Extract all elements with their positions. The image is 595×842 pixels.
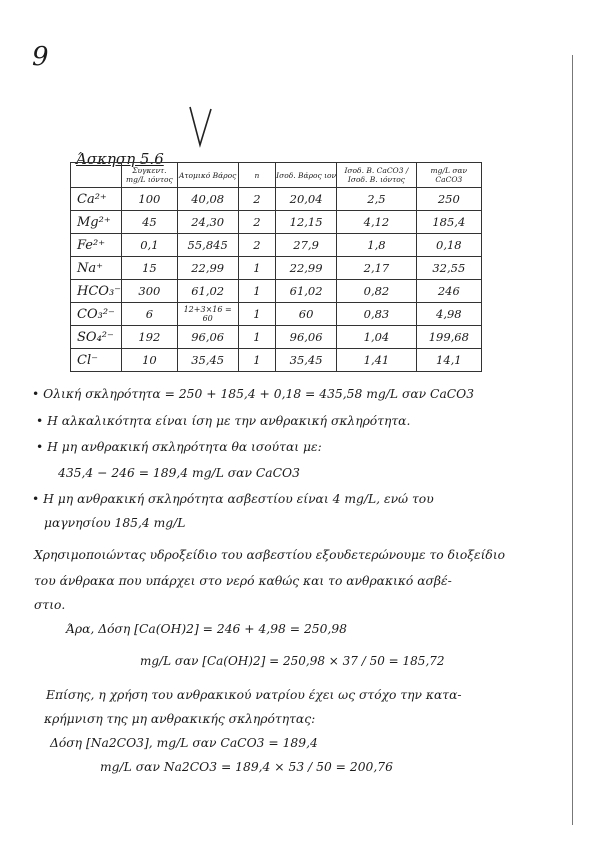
table-cell: 22,99: [177, 257, 238, 280]
table-cell: 96,06: [177, 326, 238, 349]
table-cell: 1: [238, 326, 275, 349]
table-cell: 192: [122, 326, 177, 349]
text-line: 435,4 − 246 = 189,4 mg/L σαν CaCO3: [58, 466, 300, 480]
table-cell: 1,8: [337, 234, 416, 257]
table-cell: 2,17: [337, 257, 416, 280]
table-row: [71, 234, 482, 257]
text-line: του άνθρακα που υπάρχει στο νερό καθώς και το ανθρακικό ασβέ-: [34, 574, 452, 588]
table-cell: 12+3×16 = 60: [177, 303, 238, 326]
table-cell: 40,08: [177, 188, 238, 211]
table-cell: 20,04: [275, 188, 336, 211]
text-line: mg/L σαν [Ca(OH)2] = 250,98 × 37 / 50 = 185,72: [140, 654, 445, 668]
table-cell: 1,41: [337, 349, 416, 372]
table-cell: 0,18: [416, 234, 481, 257]
header-cell: Ισοδ. Βάρος ιον: [275, 163, 336, 188]
table-cell: 100: [122, 188, 177, 211]
table-row: [71, 326, 482, 349]
text-line: Άρα, Δόση [Ca(OH)2] = 246 + 4,98 = 250,98: [66, 622, 347, 636]
table-cell: Cl⁻: [71, 349, 122, 372]
exercise-title: Άσκηση 5.6: [76, 150, 164, 168]
table-cell: Mg²⁺: [71, 211, 122, 234]
table-cell: 0,82: [337, 280, 416, 303]
table-cell: 2: [238, 188, 275, 211]
table-cell: 300: [122, 280, 177, 303]
table-cell: 24,30: [177, 211, 238, 234]
table-cell: 22,99: [275, 257, 336, 280]
table-cell: 32,55: [416, 257, 481, 280]
table-cell: 1: [238, 303, 275, 326]
text-line: • Η μη ανθρακική σκληρότητα θα ισούται με:: [36, 440, 322, 454]
text-line: mg/L σαν Na2CO3 = 189,4 × 53 / 50 = 200,76: [100, 760, 393, 774]
text-line: στιο.: [34, 598, 66, 612]
table-cell: 61,02: [177, 280, 238, 303]
header-cell: Ατομικό Βάρος: [177, 163, 238, 188]
table-cell: 250: [416, 188, 481, 211]
page-number: 9: [32, 42, 49, 72]
table-cell: 15: [122, 257, 177, 280]
table-cell: Ca²⁺: [71, 188, 122, 211]
table-row: [71, 257, 482, 280]
text-line: Επίσης, η χρήση του ανθρακικού νατρίου έχει ως στόχο την κατα-: [46, 688, 462, 702]
text-line: Χρησιμοποιώντας υδροξείδιο του ασβεστίου εξουδετερώνουμε το διοξείδιο: [34, 548, 506, 562]
header-cell: mg/L σαν CaCO3: [416, 163, 481, 188]
table-cell: HCO₃⁻: [71, 280, 122, 303]
table-cell: CO₃²⁻: [71, 303, 122, 326]
header-cell: n: [238, 163, 275, 188]
header-cell: [71, 163, 122, 188]
table-cell: 14,1: [416, 349, 481, 372]
text-line: Δόση [Na2CO3], mg/L σαν CaCO3 = 189,4: [50, 736, 318, 750]
text-line: • Η αλκαλικότητα είναι ίση με την ανθρακική σκληρότητα.: [36, 414, 411, 428]
table-cell: 10: [122, 349, 177, 372]
table-cell: 55,845: [177, 234, 238, 257]
table-cell: 4,98: [416, 303, 481, 326]
arrow-down-icon: [185, 105, 215, 150]
table-cell: 1: [238, 257, 275, 280]
table-cell: 185,4: [416, 211, 481, 234]
table-cell: 12,15: [275, 211, 336, 234]
table-cell: 2,5: [337, 188, 416, 211]
table-row: [71, 349, 482, 372]
table-row: [71, 303, 482, 326]
table-cell: 45: [122, 211, 177, 234]
table-row: [71, 211, 482, 234]
table-cell: 35,45: [177, 349, 238, 372]
table-header-row: [71, 163, 482, 188]
table-cell: 35,45: [275, 349, 336, 372]
text-line: κρήμνιση της μη ανθρακικής σκληρότητας:: [44, 712, 316, 726]
table-cell: 96,06: [275, 326, 336, 349]
table-cell: 61,02: [275, 280, 336, 303]
margin-line: [572, 55, 573, 825]
header-cell: Συγκεντ. mg/L ιόντος: [122, 163, 177, 188]
table-cell: 2: [238, 211, 275, 234]
data-table: [70, 162, 482, 372]
table-cell: Na⁺: [71, 257, 122, 280]
table-cell: 27,9: [275, 234, 336, 257]
table-cell: 1: [238, 280, 275, 303]
table-cell: 2: [238, 234, 275, 257]
table-cell: Fe²⁺: [71, 234, 122, 257]
text-line: • Η μη ανθρακική σκληρότητα ασβεστίου είναι 4 mg/L, ενώ του: [32, 492, 434, 506]
table-cell: 0,83: [337, 303, 416, 326]
table-cell: 199,68: [416, 326, 481, 349]
table-cell: 60: [275, 303, 336, 326]
table-row: [71, 188, 482, 211]
header-cell: Ισοδ. Β. CaCO3 / Ισοδ. Β. ιόντος: [337, 163, 416, 188]
table-cell: 0,1: [122, 234, 177, 257]
text-line: • Ολική σκληρότητα = 250 + 185,4 + 0,18 = 435,58 mg/L σαν CaCO3: [32, 387, 475, 401]
table-cell: 1: [238, 349, 275, 372]
text-line: μαγνησίου 185,4 mg/L: [44, 516, 186, 530]
table-cell: SO₄²⁻: [71, 326, 122, 349]
table-row: [71, 280, 482, 303]
table-cell: 1,04: [337, 326, 416, 349]
table-cell: 4,12: [337, 211, 416, 234]
table-cell: 246: [416, 280, 481, 303]
table-cell: 6: [122, 303, 177, 326]
